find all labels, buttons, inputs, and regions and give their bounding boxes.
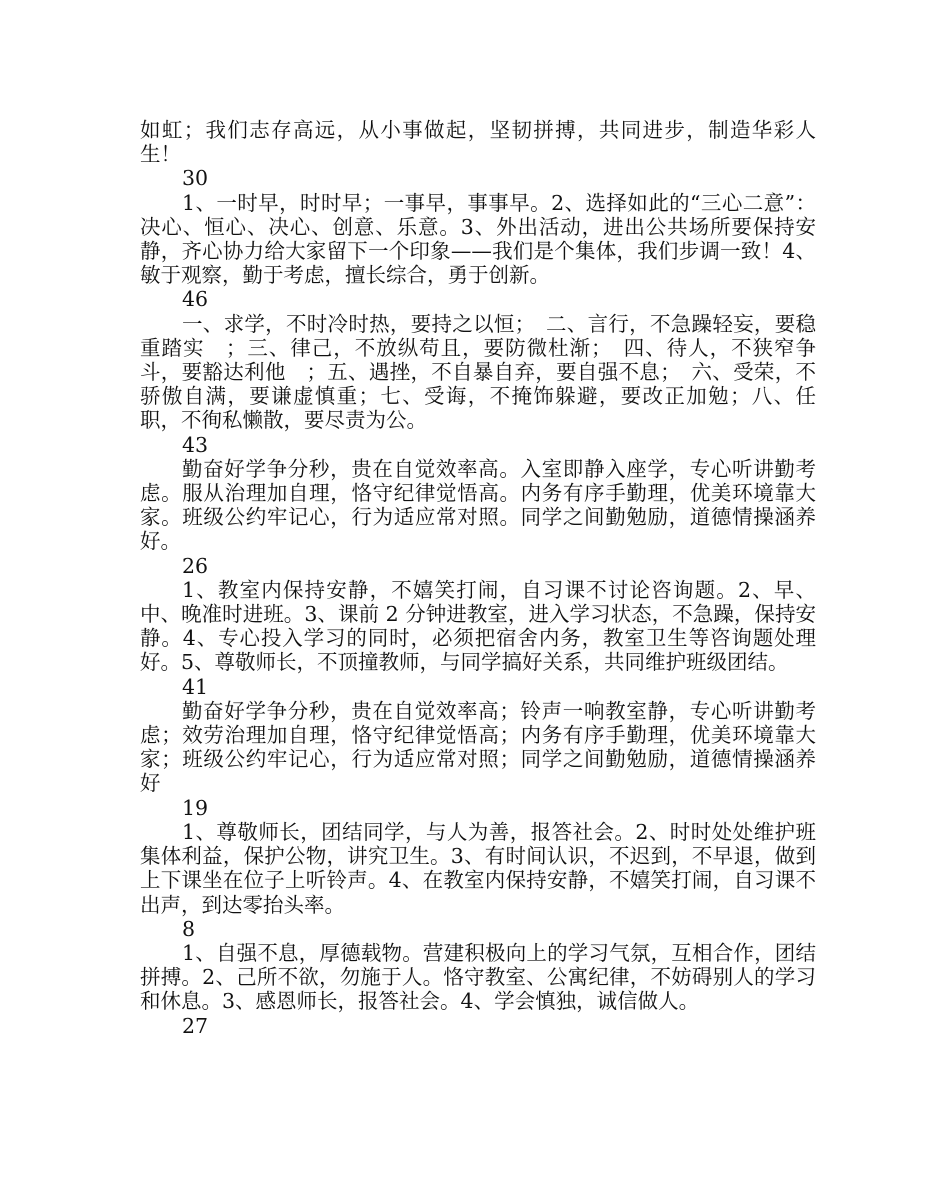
section-number: 41 <box>182 674 209 699</box>
paragraph: 1、尊敬师长，团结同学，与人为善，报答社会。2、时时处处维护班集体利益，保护公物，讲究卫生。3、有时间认识，不迟到，不早退，做到上下课坐在位子上听铃声。4、在教室内保持安静，不嬉笑打闹，自习课不出声，到达零抬头率。 <box>140 819 816 917</box>
section-number: 27 <box>182 1013 209 1038</box>
section-number: 8 <box>182 916 196 941</box>
section-number: 30 <box>182 166 209 191</box>
section-number: 19 <box>182 795 209 820</box>
paragraph: 1、自强不息，厚德载物。营建积极向上的学习气氛，互相合作，团结拼搏。2、己所不欲，勿施于人。恪守教室、公寓纪律，不妨碍别人的学习和休息。3、感恩师长，报答社会。4、学会慎独，诚信做人。 <box>140 940 816 1014</box>
section-number: 46 <box>182 287 209 312</box>
paragraph: 1、一时早，时时早；一事早，事事早。2、选择如此的“三心二意”：决心、恒心、决心、创意、乐意。3、外出活动，进出公共场所要保持安静，齐心协力给大家留下一个印象——我们是个集体，我们步调一致！4、敏于观察，勤于考虑，擅长综合，勇于创新。 <box>140 190 816 288</box>
paragraph: 如虹；我们志存高远，从小事做起，坚韧拼搏，共同进步，制造华彩人生！ <box>140 118 816 167</box>
paragraph: 一、求学，不时冷时热，要持之以恒； 二、言行，不急躁轻妄，要稳重踏实 ；三、律己，不放纵苟且，要防微杜渐； 四、待人，不狭窄争斗，要豁达利他 ；五、遇挫，不自暴自弃，要自强不息； 六、受荣，不骄傲自满，要谦虚慎重；七、受诲，不掩饰躲避，要改正加勉；八、任职，不徇私懒散，要尽责为公。 <box>140 311 816 433</box>
section-number: 43 <box>182 432 209 457</box>
paragraph: 勤奋好学争分秒，贵在自觉效率高；铃声一响教室静，专心听讲勤考虑；效劳治理加自理，恪守纪律觉悟高；内务有序手勤理，优美环境靠大家；班级公约牢记心，行为适应常对照；同学之间勤勉励，道德情操涵养好 <box>140 698 816 796</box>
paragraph: 勤奋好学争分秒，贵在自觉效率高。入室即静入座学，专心听讲勤考虑。服从治理加自理，恪守纪律觉悟高。内务有序手勤理，优美环境靠大家。班级公约牢记心，行为适应常对照。同学之间勤勉励，道德情操涵养好。 <box>140 456 816 554</box>
document-body <box>140 118 816 1038</box>
paragraph: 1、教室内保持安静，不嬉笑打闹，自习课不讨论咨询题。2、早、中、晚准时进班。3、课前 2 分钟进教室，进入学习状态，不急躁，保持安静。4、专心投入学习的同时，必须把宿舍内务，教室卫生等咨询题处理好。5、尊敬师长，不顶撞教师，与同学搞好关系，共同维护班级团结。 <box>140 577 816 675</box>
section-number: 26 <box>182 553 209 578</box>
